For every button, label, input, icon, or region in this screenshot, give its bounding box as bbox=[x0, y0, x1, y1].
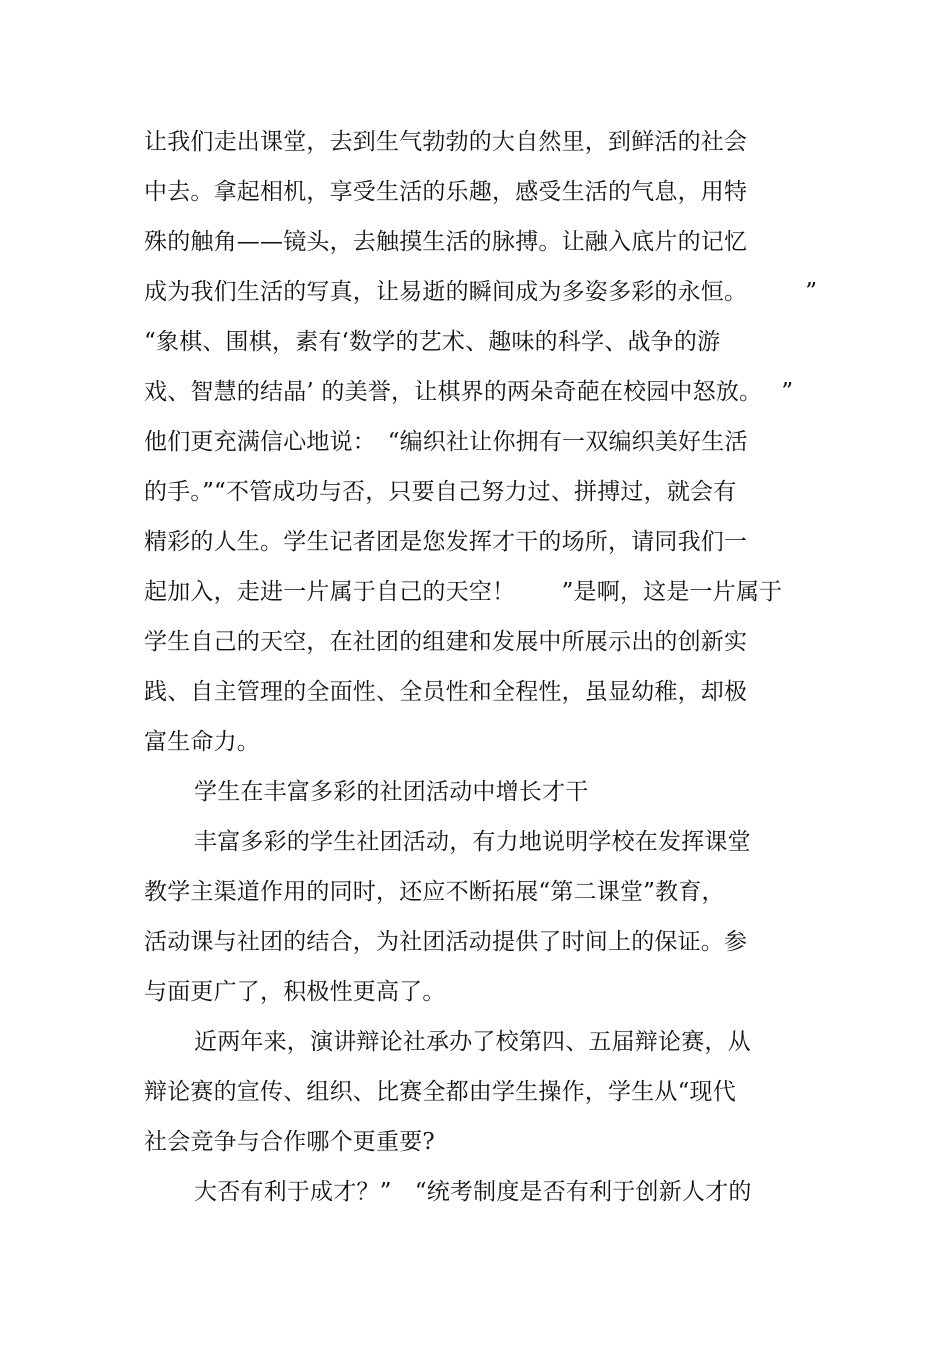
text-line: 大否有利于成才？” “统考制度是否有利于创新人才的 bbox=[194, 1179, 752, 1205]
section-heading: 学生在丰富多彩的社团活动中增长才干 bbox=[194, 779, 589, 805]
text-line: 成为我们生活的写真，让易逝的瞬间成为多姿多彩的永恒。 ” bbox=[144, 279, 818, 305]
text-line: 起加入，走进一片属于自己的天空！ ”是啊，这是一片属于 bbox=[144, 579, 783, 605]
text-line: 的手。”“不管成功与否，只要自己努力过、拼搏过，就会有 bbox=[144, 479, 737, 505]
text-line: 教学主渠道作用的同时，还应不断拓展“第二课堂”教育， bbox=[144, 879, 725, 905]
text-line: 活动课与社团的结合，为社团活动提供了时间上的保证。参 bbox=[144, 929, 748, 955]
text-line: 社会竞争与合作哪个更重要? bbox=[144, 1129, 435, 1155]
text-line: 近两年来，演讲辩论社承办了校第四、五届辩论赛，从 bbox=[194, 1029, 751, 1055]
text-line: 丰富多彩的学生社团活动，有力地说明学校在发挥课堂 bbox=[194, 829, 751, 855]
text-line: 他们更充满信心地说： “编织社让你拥有一双编织美好生活 bbox=[144, 429, 748, 455]
text-line: “象棋、围棋，素有‘数学的艺术、趣味的科学、战争的游 bbox=[144, 329, 721, 355]
text-line: 精彩的人生。学生记者团是您发挥才干的场所，请同我们一 bbox=[144, 529, 748, 555]
text-line: 践、自主管理的全面性、全员性和全程性，虽显幼稚，却极 bbox=[144, 679, 748, 705]
text-line: 让我们走出课堂，去到生气勃勃的大自然里，到鲜活的社会 bbox=[144, 129, 748, 155]
text-line: 与面更广了，积极性更高了。 bbox=[144, 979, 446, 1005]
text-line: 殊的触角——镜头，去触摸生活的脉搏。让融入底片的记忆 bbox=[144, 229, 748, 255]
text-line: 中去。拿起相机，享受生活的乐趣，感受生活的气息，用特 bbox=[144, 179, 748, 205]
text-line: 学生自己的天空，在社团的组建和发展中所展示出的创新实 bbox=[144, 629, 748, 655]
text-line: 戏、智慧的结晶’ 的美誉，让棋界的两朵奇葩在校园中怒放。 ” bbox=[144, 379, 794, 405]
text-line: 辩论赛的宣传、组织、比赛全都由学生操作，学生从“现代 bbox=[144, 1079, 736, 1105]
text-line: 富生命力。 bbox=[144, 729, 260, 755]
